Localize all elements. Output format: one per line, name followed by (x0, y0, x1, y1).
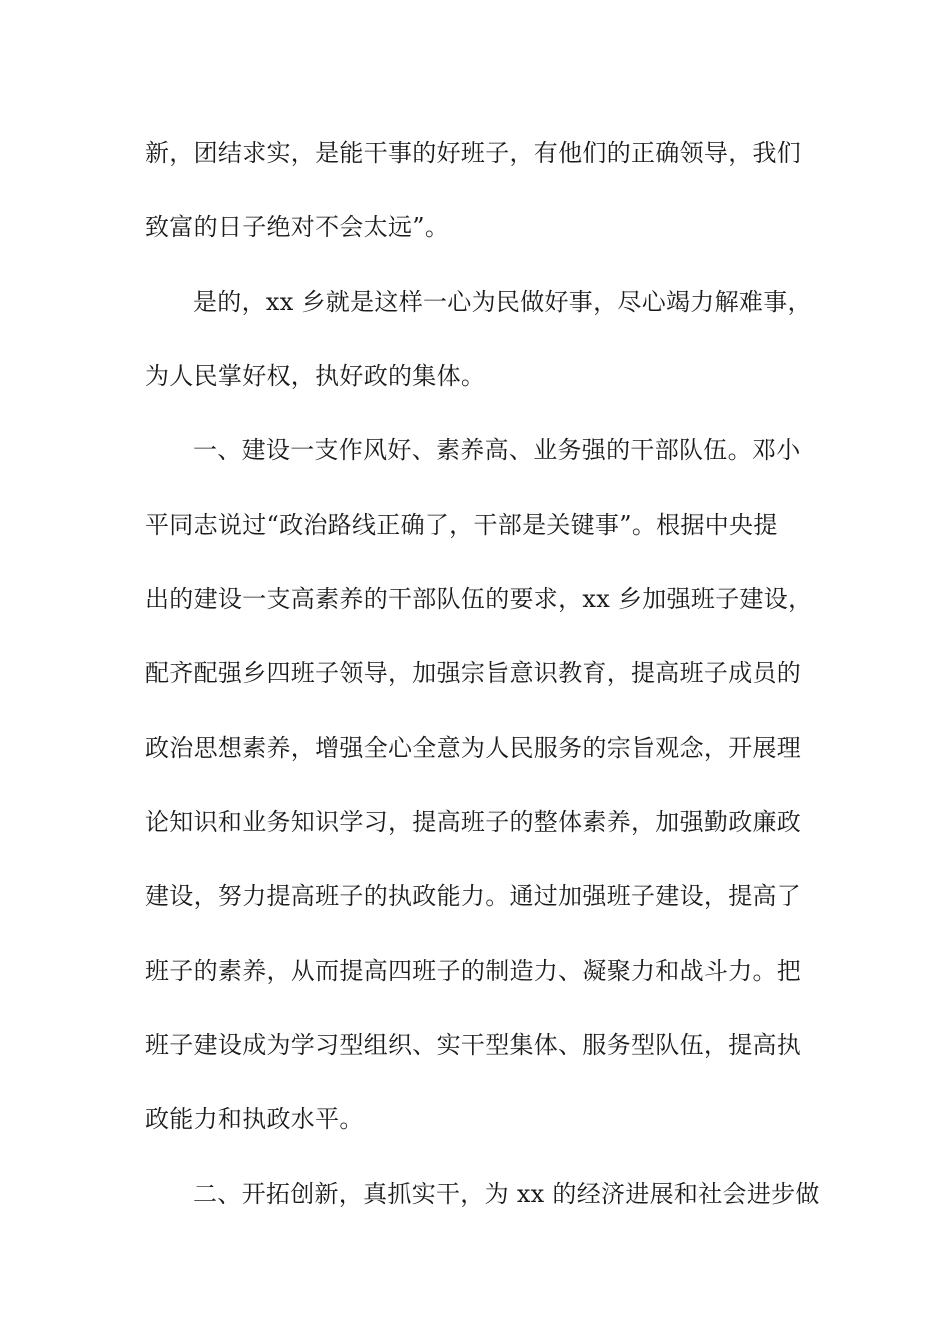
text-line: 论知识和业务知识学习，提高班子的整体素养，加强勤政廉政 (145, 808, 802, 836)
section-heading-line: 二、开拓创新，真抓实干，为 xx 的经济进展和社会进步做 (193, 1180, 820, 1208)
text-line: 平同志说过“政治路线正确了，干部是关键事”。根据中央提 (145, 511, 778, 539)
paragraph-first-line: 是的，xx 乡就是这样一心为民做好事，尽心竭力解难事， (193, 288, 812, 316)
text-line: 配齐配强乡四班子领导，加强宗旨意识教育，提高班子成员的 (145, 659, 802, 687)
section-heading-line: 一、建设一支作风好、素养高、业务强的干部队伍。邓小 (193, 436, 801, 464)
text-line: 出的建设一支高素养的干部队伍的要求，xx 乡加强班子建设， (145, 585, 813, 613)
text-line: 新，团结求实，是能干事的好班子，有他们的正确领导，我们 (145, 139, 802, 167)
text-line: 班子的素养，从而提高四班子的制造力、凝聚力和战斗力。把 (145, 957, 802, 985)
text-line: 政治思想素养，增强全心全意为人民服务的宗旨观念，开展理 (145, 734, 802, 762)
text-line: 政能力和执政水平。 (145, 1105, 364, 1133)
text-line: 为人民掌好权，执好政的集体。 (145, 362, 486, 390)
text-line: 建设，努力提高班子的执政能力。通过加强班子建设，提高了 (145, 882, 802, 910)
text-line: 班子建设成为学习型组织、实干型集体、服务型队伍，提高执 (145, 1031, 802, 1059)
text-line: 致富的日子绝对不会太远”。 (145, 213, 450, 241)
